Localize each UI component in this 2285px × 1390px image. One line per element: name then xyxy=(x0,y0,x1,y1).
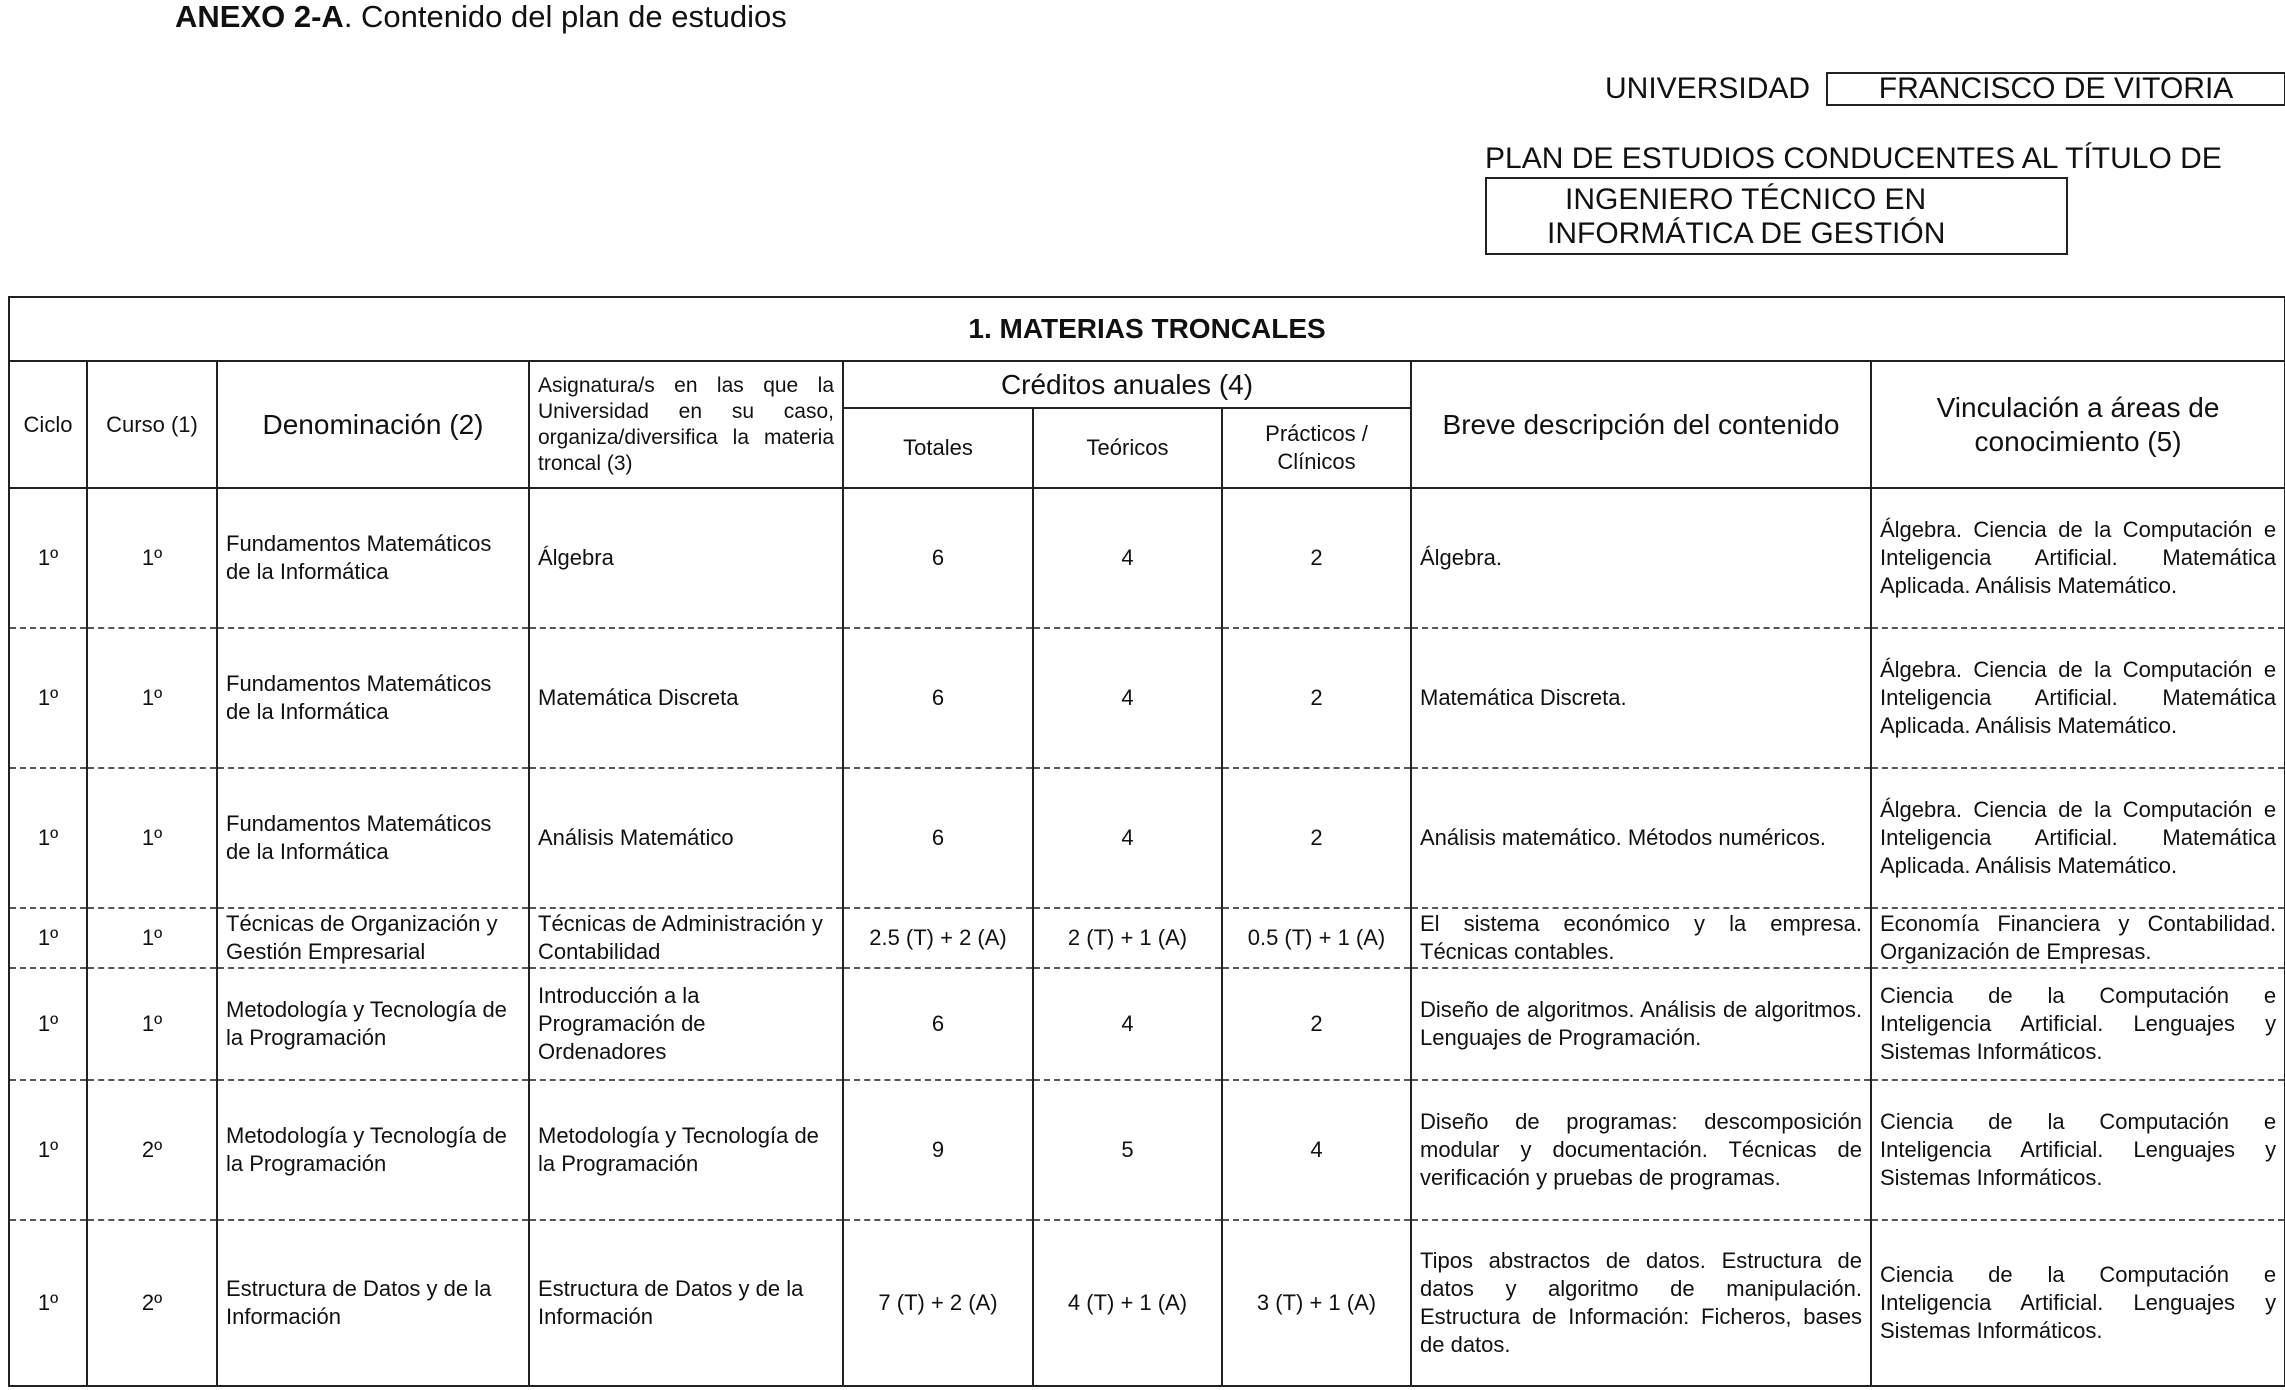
cell-totales: 7 (T) + 2 (A) xyxy=(843,1220,1033,1386)
plan-title: PLAN DE ESTUDIOS CONDUCENTES AL TÍTULO DE xyxy=(1485,142,2222,175)
header-practicos: Prácticos / Clínicos xyxy=(1222,408,1411,488)
cell-descripcion: Análisis matemático. Métodos numéricos. xyxy=(1411,768,1871,908)
table-row xyxy=(9,628,2285,768)
cell-curso: 2º xyxy=(87,1080,217,1220)
cell-vinculacion: Ciencia de la Computación e Inteligencia Artificial. Lenguajes y Sistemas Informáticos. xyxy=(1871,1220,2285,1386)
degree-box xyxy=(1485,177,2068,255)
cell-totales: 9 xyxy=(843,1080,1033,1220)
cell-ciclo: 1º xyxy=(9,1080,87,1220)
cell-ciclo: 1º xyxy=(9,968,87,1080)
table-caption: 1. MATERIAS TRONCALES xyxy=(9,297,2285,361)
cell-practicos: 3 (T) + 1 (A) xyxy=(1222,1220,1411,1386)
cell-curso: 1º xyxy=(87,768,217,908)
cell-asignatura: Introducción a la Programación de Ordenadores xyxy=(529,968,843,1080)
table-row xyxy=(9,968,2285,1080)
cell-totales: 6 xyxy=(843,628,1033,768)
cell-asignatura: Álgebra xyxy=(529,488,843,628)
annex-title: . Contenido del plan de estudios xyxy=(343,0,787,34)
cell-descripcion: Diseño de algoritmos. Análisis de algoritmos. Lenguajes de Programación. xyxy=(1411,968,1871,1080)
materias-troncales-table xyxy=(8,296,2285,1387)
cell-curso: 1º xyxy=(87,908,217,968)
cell-asignatura: Análisis Matemático xyxy=(529,768,843,908)
degree-line-1: INGENIERO TÉCNICO EN xyxy=(1565,183,1927,216)
cell-totales: 2.5 (T) + 2 (A) xyxy=(843,908,1033,968)
cell-asignatura: Técnicas de Administración y Contabilidad xyxy=(529,908,843,968)
cell-denominacion: Estructura de Datos y de la Información xyxy=(217,1220,529,1386)
header-totales: Totales xyxy=(843,408,1033,488)
cell-denominacion: Metodología y Tecnología de la Programación xyxy=(217,1080,529,1220)
cell-descripcion: Tipos abstractos de datos. Estructura de datos y algoritmo de manipulación. Estructura de Información: Ficheros, bases de datos. xyxy=(1411,1220,1871,1386)
cell-ciclo: 1º xyxy=(9,768,87,908)
cell-vinculacion: Ciencia de la Computación e Inteligencia Artificial. Lenguajes y Sistemas Informáticos. xyxy=(1871,1080,2285,1220)
cell-denominacion: Fundamentos Matemáticos de la Informática xyxy=(217,628,529,768)
table-row xyxy=(9,908,2285,968)
cell-practicos: 4 xyxy=(1222,1080,1411,1220)
cell-asignatura: Matemática Discreta xyxy=(529,628,843,768)
cell-curso: 1º xyxy=(87,968,217,1080)
cell-denominacion: Metodología y Tecnología de la Programación xyxy=(217,968,529,1080)
table-row xyxy=(9,1220,2285,1386)
table-row xyxy=(9,768,2285,908)
cell-asignatura: Estructura de Datos y de la Información xyxy=(529,1220,843,1386)
cell-denominacion: Fundamentos Matemáticos de la Informática xyxy=(217,488,529,628)
cell-ciclo: 1º xyxy=(9,1220,87,1386)
cell-descripcion: Álgebra. xyxy=(1411,488,1871,628)
cell-teoricos: 5 xyxy=(1033,1080,1222,1220)
cell-descripcion: El sistema económico y la empresa. Técnicas contables. xyxy=(1411,908,1871,968)
header-creditos: Créditos anuales (4) xyxy=(843,361,1411,408)
cell-practicos: 2 xyxy=(1222,968,1411,1080)
cell-asignatura: Metodología y Tecnología de la Programación xyxy=(529,1080,843,1220)
university-row xyxy=(1605,70,2285,108)
cell-denominacion: Técnicas de Organización y Gestión Empresarial xyxy=(217,908,529,968)
annex-heading xyxy=(175,0,787,34)
cell-vinculacion: Álgebra. Ciencia de la Computación e Inteligencia Artificial. Matemática Aplicada. Análisis Matemático. xyxy=(1871,768,2285,908)
cell-ciclo: 1º xyxy=(9,908,87,968)
annex-number: ANEXO 2-A xyxy=(175,0,344,34)
header-denominacion: Denominación (2) xyxy=(217,361,529,488)
header-ciclo: Ciclo xyxy=(9,361,87,488)
cell-vinculacion: Ciencia de la Computación e Inteligencia Artificial. Lenguajes y Sistemas Informáticos. xyxy=(1871,968,2285,1080)
degree-line-2: INFORMÁTICA DE GESTIÓN xyxy=(1547,217,1946,250)
cell-teoricos: 4 xyxy=(1033,628,1222,768)
cell-denominacion: Fundamentos Matemáticos de la Informática xyxy=(217,768,529,908)
header-vinculacion: Vinculación a áreas de conocimiento (5) xyxy=(1871,361,2285,488)
table-row xyxy=(9,488,2285,628)
cell-practicos: 0.5 (T) + 1 (A) xyxy=(1222,908,1411,968)
cell-practicos: 2 xyxy=(1222,768,1411,908)
cell-descripcion: Matemática Discreta. xyxy=(1411,628,1871,768)
header-curso: Curso (1) xyxy=(87,361,217,488)
cell-teoricos: 4 xyxy=(1033,488,1222,628)
cell-curso: 1º xyxy=(87,488,217,628)
cell-practicos: 2 xyxy=(1222,628,1411,768)
cell-ciclo: 1º xyxy=(9,628,87,768)
cell-vinculacion: Economía Financiera y Contabilidad. Organización de Empresas. xyxy=(1871,908,2285,968)
header-descripcion: Breve descripción del contenido xyxy=(1411,361,1871,488)
university-label: UNIVERSIDAD xyxy=(1605,72,1811,105)
table-row xyxy=(9,1080,2285,1220)
cell-totales: 6 xyxy=(843,968,1033,1080)
header-teoricos: Teóricos xyxy=(1033,408,1222,488)
cell-practicos: 2 xyxy=(1222,488,1411,628)
cell-teoricos: 4 (T) + 1 (A) xyxy=(1033,1220,1222,1386)
cell-curso: 2º xyxy=(87,1220,217,1386)
cell-totales: 6 xyxy=(843,488,1033,628)
cell-curso: 1º xyxy=(87,628,217,768)
header-asignaturas: Asignatura/s en las que la Universidad en su caso, organiza/diversifica la materia troncal (3) xyxy=(529,361,843,488)
cell-teoricos: 4 xyxy=(1033,968,1222,1080)
university-name-box: FRANCISCO DE VITORIA xyxy=(1826,72,2285,106)
cell-ciclo: 1º xyxy=(9,488,87,628)
cell-teoricos: 4 xyxy=(1033,768,1222,908)
cell-vinculacion: Álgebra. Ciencia de la Computación e Inteligencia Artificial. Matemática Aplicada. Análisis Matemático. xyxy=(1871,628,2285,768)
cell-vinculacion: Álgebra. Ciencia de la Computación e Inteligencia Artificial. Matemática Aplicada. Análisis Matemático. xyxy=(1871,488,2285,628)
cell-teoricos: 2 (T) + 1 (A) xyxy=(1033,908,1222,968)
cell-totales: 6 xyxy=(843,768,1033,908)
cell-descripcion: Diseño de programas: descomposición modular y documentación. Técnicas de verificación y pruebas de programas. xyxy=(1411,1080,1871,1220)
